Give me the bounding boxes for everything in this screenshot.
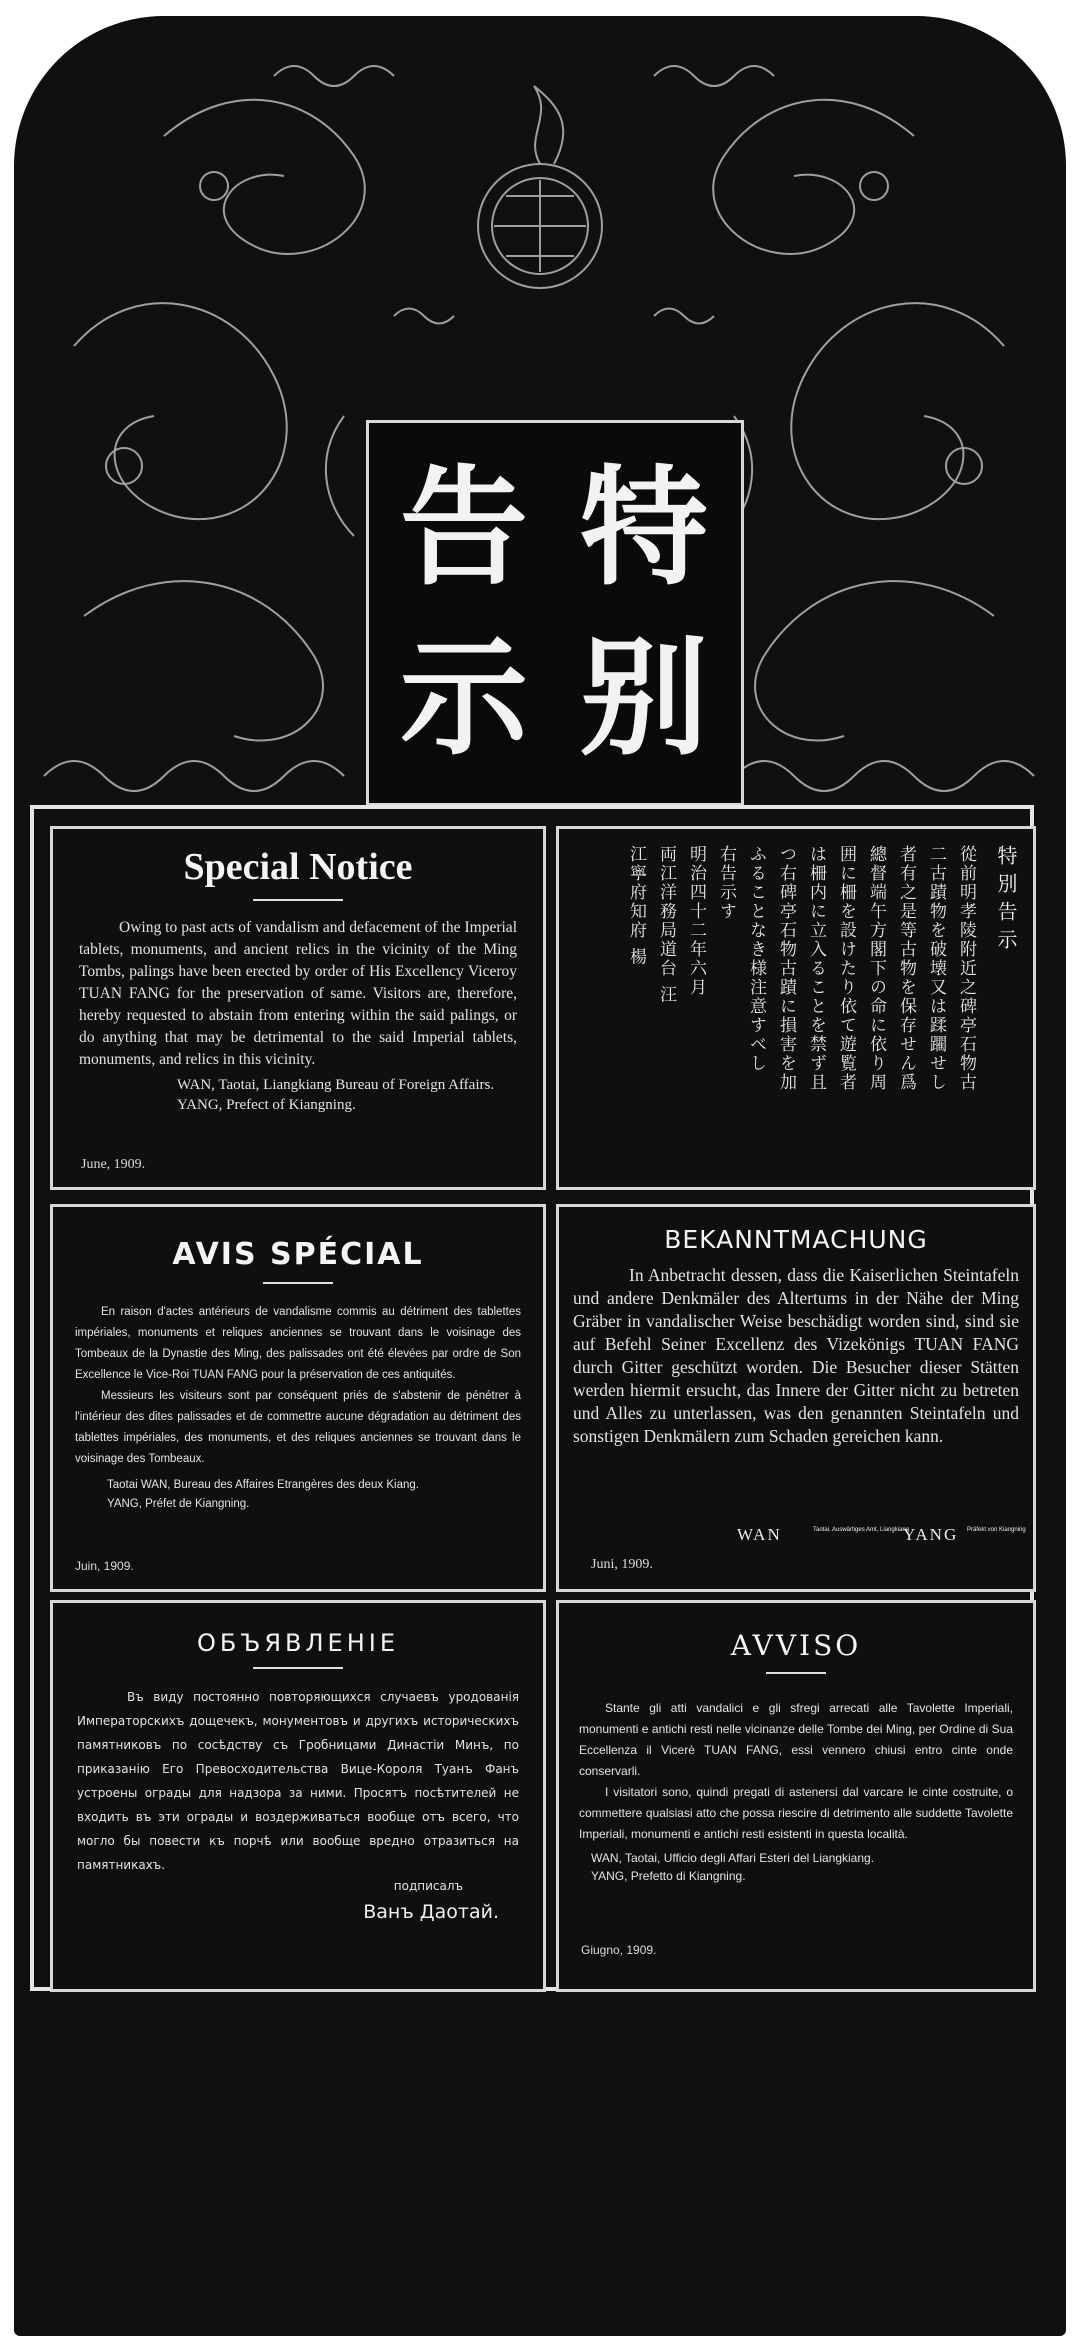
seal-character: 特 bbox=[579, 453, 708, 603]
notice-paragraph: En raison d'actes antérieurs de vandalisme commis au détriment des tablettes impériales, monuments et reliques anciennes se trouvant dans le voisinage des Tombeaux de la Dynastie des Ming, des palissades ont été élevées par ordre de Son Excellence le Vice-Roi TUAN FANG pour la préservation de ces antiquités. bbox=[75, 1306, 521, 1381]
notice-date: June, 1909. bbox=[81, 1157, 146, 1172]
text-column: 明治四十二年六月 bbox=[686, 845, 706, 997]
text-column: 右告示す bbox=[716, 845, 736, 921]
notice-signature bbox=[53, 1075, 543, 1115]
notice-title: BEKANNTMACHUNG bbox=[664, 1225, 928, 1254]
notice-panel-russian bbox=[50, 1600, 546, 1992]
notice-title: ОБЪЯВЛЕНIЕ bbox=[197, 1629, 399, 1657]
notice-title: 特別告示 bbox=[994, 845, 1018, 957]
signature-line: YANG, Préfet de Kiangning. bbox=[107, 1498, 250, 1510]
text-column: は柵内に立入ることを禁ず且 bbox=[806, 845, 826, 1092]
notice-date: Giugno, 1909. bbox=[581, 1943, 657, 1957]
notice-date: Juin, 1909. bbox=[75, 1559, 134, 1573]
text-column: 江寧府知府 楊 bbox=[626, 845, 646, 967]
notice-paragraph: I visitatori sono, quindi pregati di astenersi dal varcare le cinte costruite, o commettere qualsiasi atto che possa riescire di detrimento alle suddette Tavolette Imperiali, monumenti e antichi resti esistenti in questa località. bbox=[579, 1785, 1013, 1841]
signed-label: подписалъ bbox=[393, 1879, 463, 1893]
seal-character: 别 bbox=[579, 623, 708, 773]
dragon-crown-relief bbox=[14, 16, 1066, 806]
text-column: 囲に柵を設けたり依て遊覧者 bbox=[836, 845, 856, 1092]
notice-title: Special Notice bbox=[183, 846, 413, 888]
text-column: 二古蹟物を破壊又は蹂躙せし bbox=[926, 845, 946, 1092]
notice-body bbox=[53, 901, 543, 1071]
text-column: 從前明孝陵附近之碑亭石物古 bbox=[956, 845, 976, 1092]
notice-date: Juni, 1909. bbox=[591, 1557, 653, 1572]
blank-stone-base bbox=[14, 2016, 1066, 2336]
signature-line: WAN, Taotai, Ufficio degli Affari Esteri del Liangkiang. bbox=[591, 1851, 875, 1865]
notice-body bbox=[53, 1669, 543, 1877]
notice-paragraph: Stante gli atti vandalici e gli sfregi arrecati alle Tavolette Imperiali, monumenti e antichi resti nelle vicinanze delle Tombe dei Ming, per Ordine di Sua Eccellenza il Vicerè TUAN FANG, essi vennero chiusi entro cinte onde conservarli. bbox=[579, 1701, 1013, 1778]
notice-paragraph: In Anbetracht dessen, dass die Kaiserlichen Steintafeln und andere Denkmäler des Altertums in der Nähe der Ming Gräber in vandalischer Weise beschädigt worden sind, sind sie auf Befehl Seiner Excellenz des Vizekönigs TUAN FANG durch Gitter geschützt worden. Die Besucher dieser Stätten werden hiermit ersucht, das Innere der Gitter nicht zu betreten und Alles zu unterlassen, was den genannten Steintafeln und sonstigen Denkmälern zum Schaden gereichen kann. bbox=[573, 1265, 1019, 1446]
signature-name: YANG bbox=[903, 1525, 959, 1544]
notice-signature bbox=[53, 1476, 543, 1514]
notice-title: AVIS SPÉCIAL bbox=[172, 1237, 424, 1272]
notice-panel-german bbox=[556, 1204, 1036, 1592]
notice-signature: Ванъ Даотай. bbox=[363, 1901, 499, 1923]
seal-character: 告 bbox=[399, 453, 528, 603]
vertical-text-columns bbox=[625, 845, 1017, 1092]
signature-line: YANG, Prefetto di Kiangning. bbox=[591, 1869, 746, 1883]
notice-paragraph: Messieurs les visiteurs sont par conséquent priés de s'abstenir de pénétrer à l'intérieur des dites palissades et de commettre aucune dégradation au détriment des tablettes impériales, des monuments, et des reliques anciennes se trouvant dans le voisinage des Tombeaux. bbox=[75, 1390, 521, 1465]
notice-panel-chinese bbox=[556, 826, 1036, 1190]
notice-signature bbox=[559, 1849, 1033, 1885]
signature-line: Taotai WAN, Bureau des Affaires Etrangères des deux Kiang. bbox=[107, 1479, 419, 1491]
notice-paragraph: Owing to past acts of vandalism and defacement of the Imperial tablets, monuments, and ancient relics in the vicinity of the Ming Tombs, palings have been erected by order of His Excellency Viceroy TUAN FANG for the preservation of same. Visitors are, therefore, hereby requested to abstain from entering within the said palings, or do anything that may be detrimental to the said Imperial tablets, monuments, and relics in this vicinity. bbox=[79, 919, 517, 1068]
text-column: つ右碑亭石物古蹟に損害を加 bbox=[776, 845, 796, 1092]
signature-line: WAN, Taotai, Liangkiang Bureau of Foreign Affairs. bbox=[177, 1077, 495, 1093]
text-column: 両江洋務局道台 汪 bbox=[656, 845, 676, 1005]
notice-panel-italian bbox=[556, 1600, 1036, 1992]
signature-name: WAN bbox=[737, 1525, 782, 1544]
signature-title: Präfekt von Kiangning bbox=[967, 1527, 1026, 1533]
notice-panel-english bbox=[50, 826, 546, 1190]
notice-body bbox=[53, 1284, 543, 1470]
signature-line: YANG, Prefect of Kiangning. bbox=[177, 1097, 356, 1113]
text-column: 者有之是等古物を保存せん爲 bbox=[896, 845, 916, 1092]
notice-paragraph: Въ виду постоянно повторяющихся случаевъ уродованія Императорскихъ дощечекъ, монументовъ и другихъ историческихъ памятниковъ по сосѣдству съ Гробницами Династіи Минъ, по приказанію Его Превосходительства Вице-Короля Туанъ Фанъ устроены ограды для надзора за ними. Просятъ посѣтителей не входить въ эти ограды и воздерживаться вообще отъ всего, что могло бы повести къ порчѣ или вообще вредно отразиться на памятникахъ. bbox=[77, 1690, 519, 1872]
seal-character: 示 bbox=[399, 623, 528, 773]
notice-title: AVVISO bbox=[730, 1629, 862, 1662]
notice-panel-french bbox=[50, 1204, 546, 1592]
seal-script-title-block bbox=[366, 420, 744, 806]
text-column: 總督端午方閣下の命に依り周 bbox=[866, 845, 886, 1092]
text-column: ふることなき様注意すべし bbox=[746, 845, 766, 1073]
signature-title: Taotai, Auswärtiges Amt, Liangkiang bbox=[813, 1527, 910, 1533]
notice-body bbox=[559, 1254, 1033, 1448]
notice-signature bbox=[737, 1525, 1027, 1549]
notice-body bbox=[559, 1674, 1033, 1845]
